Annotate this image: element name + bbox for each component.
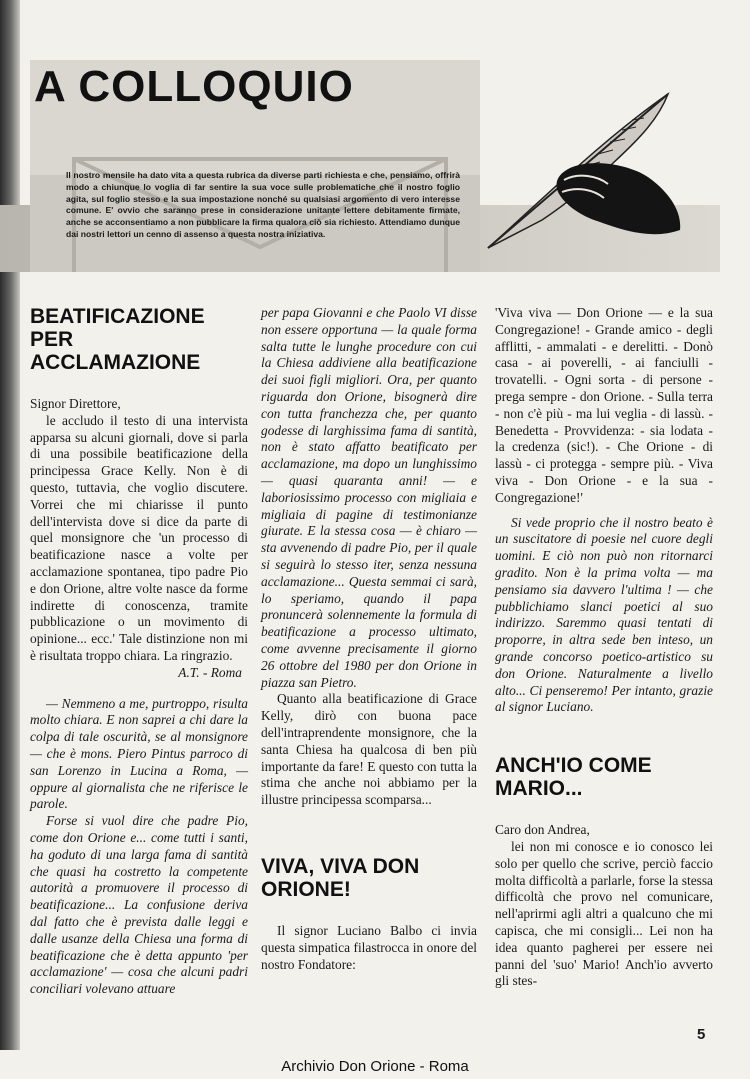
letter-body: le accludo il testo di una intervista apparsa su alcuni giornali, dove si parla di una possibile beatificazione della principessa Grace Kelly. Non è di questo, tuttavia, che voglio discutere. Vorrei che mi chiarisse il punto dell'intervista dove si dice da parte di quel monsignore che 'un processo di beatificazione nasce a volte per acclamazione spontanea, tipo padre Pio e don Orione, altre volte nasce da forme indirette di conoscenza, tramite pubblicazione o un movimento di opinione... ecc.' Tale distinzione non mi è risultata troppo chiara. La ringrazio. [30, 412, 248, 663]
reply-paragraph: — Nemmeno a me, purtroppo, risulta molto chiara. E non saprei a chi dare la colpa di tale oscurità, se al monsignore — che è mons. Piero Pintus parroco di san Lorenzo in Lucina a Roma, — oppure al giornalista che ne riferisce le parole. [30, 695, 248, 812]
reply-paragraph: Forse si vuol dire che padre Pio, come don Orione e... come tutti i santi, ha goduto di una larga fama di santità che quasi ha costretto la competente autorità a promuovere il processo di beatificazione... La confusione deriva dal fatto che è prevista dalle leggi e dalle usanze della Chiesa una forma di beatificazione che è detta appunto 'per acclamazione' — cosa che alcuni padri conciliari volevano attuare [30, 813, 248, 997]
column-intro: Il nostro mensile ha dato vita a questa rubrica da diverse parti richiesta e che, pensiamo, offrirà modo a chiunque lo voglia di far sentire la sua voce sulle problematiche che il nostro foglio agita, sul foglio stesso e la sua impostazione nonché su qualsiasi argomento di vero interesse comune. E' ovvio che saranno prese in considerazione unitante lettere debitamente firmate, anche se acconsentiamo a non pubblicare la firma qualora ciò sia richiesto. Attendiamo dunque dai nostri lettori un cenno di assenso a questa nostra iniziativa. [66, 170, 460, 239]
column-1 [30, 305, 248, 998]
column-2 [261, 305, 477, 973]
letter-body: lei non mi conosce e io conosco lei solo per quello che scrive, perciò faccio molta difficoltà a parlarle, forse la stessa difficoltà che provo nel comunicare, nell'aprirmi agli altri a qualcuno che mi capisca, che mi consigli... Lei non ha idea quanto pagherei per essere nei panni del 'suo' Mario! Anch'io avverto gli stes- [495, 838, 713, 989]
headline-beatificazione: BEATIFICAZIONE PER ACCLAMAZIONE [30, 305, 205, 374]
column-title: A COLLOQUIO [34, 62, 354, 111]
article-comment: Si vede proprio che il nostro beato è un suscitatore di poesie nel cuore degli uomini. E ciò non può non ritornarci gradito. Non è la prima volta — ma pensiamo sia davvero l'ultima ! — che pubblichiamo slanci poetici al suo indirizzo. Saremmo quasi tentati di proporre, in altra sede ben inteso, un grande concorso poetico-artistico su don Orione. Naturalmente a livello alto... Ci penseremo! Per intanto, grazie al signor Luciano. [495, 514, 713, 715]
poem: 'Viva viva — Don Orione — e la sua Congregazione! - Grande amico - degli afflitti, - ammalati - e derelitti. - Donò casa - ai poverelli, - ai fanciulli - trovatelli. - Ogni sorta - di persone - prega sempre - don Orione. - Sulla terra - non c'è più - ma lui veglia - di lassù. - Benedetta - Provvidenza: - sia lodata - la credenza (sic!). - Che Orione - di lassù - ci protegga - sempre più. - Viva viva - Don Orione - e la sua - Congregazione!' [495, 305, 713, 505]
reply-paragraph: per papa Giovanni e che Paolo VI disse non essere opportuna — la quale forma salta tutte le lunghe procedure con cui la Chiesa addiviene alla beatificazione dei suoi figli migliori. Ora, per quanto riguarda don Orione, bisognerà dire con tutta franchezza che, per quanto godesse di larghissima fama di santità, non è stato affatto beatificato per acclamazione, ma dopo un lunghissimo — quasi quaranta anni! — e laboriosissimo processo con migliaia e migliaia di pagine di testimonianze giurate. E la stessa cosa — è chiaro — sta avvenendo di padre Pio, per il quale si seguirà lo stesso iter, senza nessuna acclamazione... Questa semmai ci sarà, lo speriamo, quando il papa pronuncerà solennemente la formula di beatificazione a processo ultimato, come avvenne precisamente il giorno 26 ottobre del 1980 per don Orione in piazza san Pietro. [261, 305, 477, 690]
reply-paragraph: Quanto alla beatificazione di Grace Kelly, dirò con buona pace dell'intraprendente monsignore, che la santa Chiesa ha qualcosa di ben più importante da fare! E questo con tutta la stima che anche noi abbiamo per la illustre principessa scomparsa... [261, 691, 477, 808]
archive-footer: Archivio Don Orione - Roma [281, 1058, 469, 1075]
column-3 [495, 305, 713, 990]
letter-salutation: Caro don Andrea, [495, 822, 590, 838]
letter-salutation: Signor Direttore, [30, 396, 121, 411]
headline-anchio-come-mario: ANCH'IO COME MARIO... [495, 754, 652, 801]
binding-spine [0, 0, 20, 1050]
letter-signature: A.T. - Roma [178, 664, 242, 680]
headline-viva-don-orione: VIVA, VIVA DON ORIONE! [261, 854, 420, 901]
article-intro: Il signor Luciano Balbo ci invia questa simpatica filastrocca in onore del nostro Fondatore: [261, 922, 477, 972]
page-number: 5 [697, 1026, 706, 1043]
quill-hand-icon [482, 80, 687, 255]
